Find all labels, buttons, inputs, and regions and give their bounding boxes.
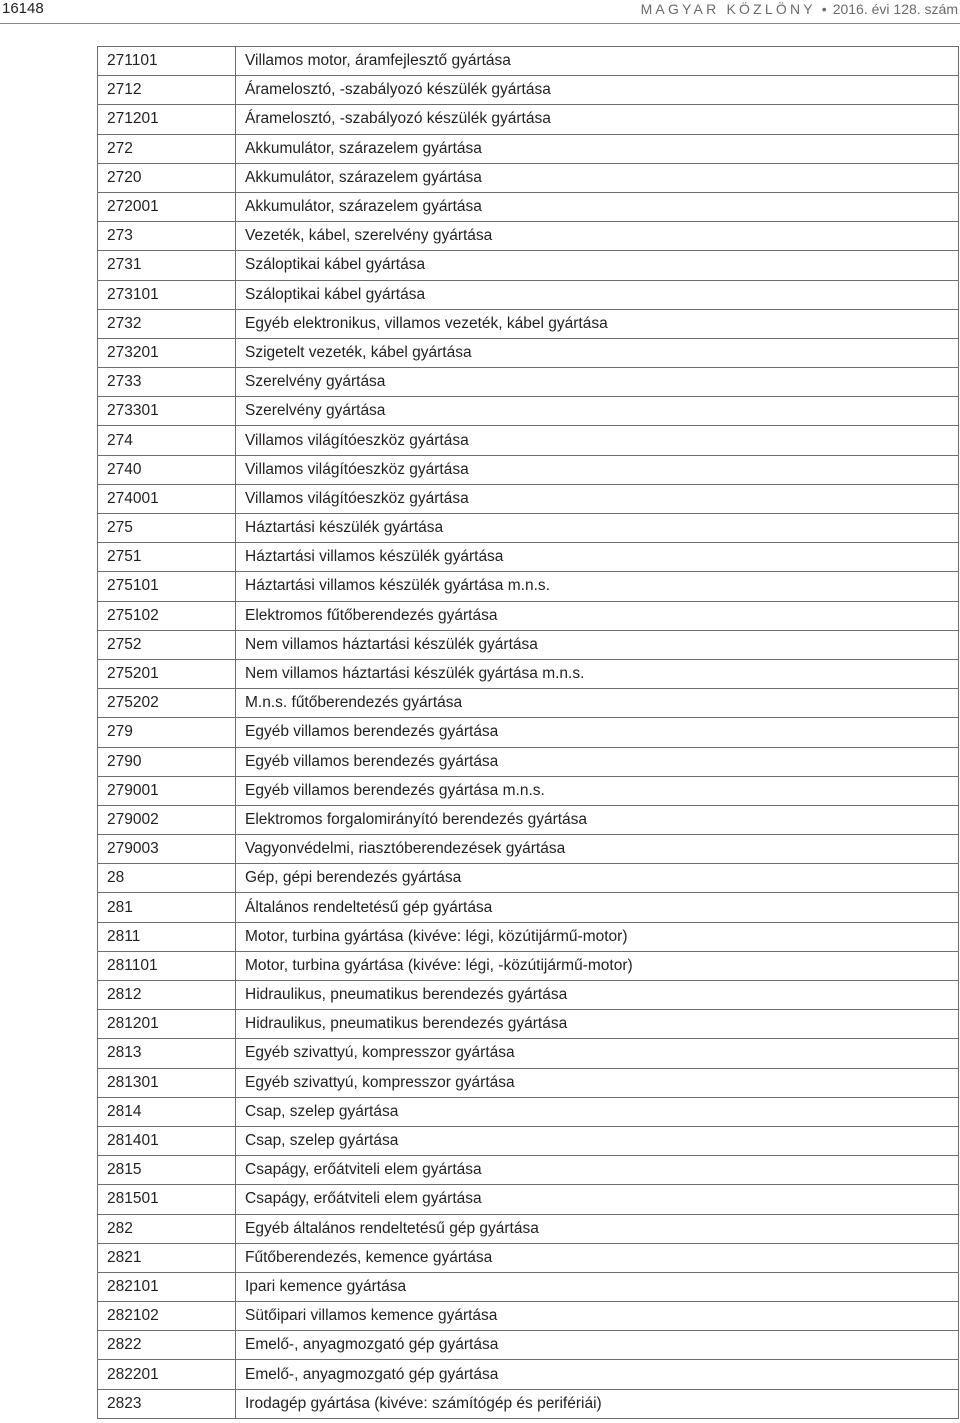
- activity-description: Motor, turbina gyártása (kivéve: légi, közútijármű-motor): [236, 922, 959, 951]
- activity-description: Egyéb elektronikus, villamos vezeték, kábel gyártása: [236, 309, 959, 338]
- table-row: [98, 1360, 959, 1389]
- activity-description: Hidraulikus, pneumatikus berendezés gyártása: [236, 1010, 959, 1039]
- activity-code: 281301: [98, 1068, 236, 1097]
- activity-code: 274001: [98, 484, 236, 513]
- activity-code: 272001: [98, 192, 236, 221]
- activity-description: Akkumulátor, szárazelem gyártása: [236, 192, 959, 221]
- activity-code: 271201: [98, 105, 236, 134]
- table-row: [98, 747, 959, 776]
- activity-description: Csapágy, erőátviteli elem gyártása: [236, 1156, 959, 1185]
- activity-code: 281401: [98, 1126, 236, 1155]
- activity-description: Elektromos forgalomirányító berendezés gyártása: [236, 805, 959, 834]
- activity-code: 275101: [98, 572, 236, 601]
- activity-description: Egyéb szivattyú, kompresszor gyártása: [236, 1039, 959, 1068]
- table-row: [98, 1214, 959, 1243]
- activity-description: Háztartási villamos készülék gyártása: [236, 543, 959, 572]
- activity-description: Szigetelt vezeték, kábel gyártása: [236, 338, 959, 367]
- activity-code: 281101: [98, 951, 236, 980]
- activity-description: Gép, gépi berendezés gyártása: [236, 864, 959, 893]
- activity-code: 274: [98, 426, 236, 455]
- table-row: [98, 659, 959, 688]
- activity-code: 2731: [98, 251, 236, 280]
- table-row: [98, 864, 959, 893]
- table-row: [98, 105, 959, 134]
- activity-code: 275: [98, 514, 236, 543]
- table-body: [98, 47, 959, 1419]
- page-header: [0, 0, 960, 24]
- activity-description: Ipari kemence gyártása: [236, 1272, 959, 1301]
- table-row: [98, 1010, 959, 1039]
- table-row: [98, 222, 959, 251]
- journal-title: [641, 0, 958, 18]
- activity-description: Villamos motor, áramfejlesztő gyártása: [236, 47, 959, 76]
- activity-code: 282: [98, 1214, 236, 1243]
- activity-description: Szerelvény gyártása: [236, 397, 959, 426]
- activity-description: Villamos világítóeszköz gyártása: [236, 455, 959, 484]
- activity-code: 279001: [98, 776, 236, 805]
- table-row: [98, 776, 959, 805]
- issue-label: 2016. évi 128. szám: [832, 1, 958, 17]
- table-row: [98, 1272, 959, 1301]
- table-row: [98, 1097, 959, 1126]
- table-row: [98, 338, 959, 367]
- activity-code: 2814: [98, 1097, 236, 1126]
- table-row: [98, 689, 959, 718]
- activity-code: 273: [98, 222, 236, 251]
- table-row: [98, 309, 959, 338]
- activity-code: 2823: [98, 1389, 236, 1418]
- activity-description: Egyéb szivattyú, kompresszor gyártása: [236, 1068, 959, 1097]
- activity-description: Csap, szelep gyártása: [236, 1126, 959, 1155]
- activity-code: 273101: [98, 280, 236, 309]
- activity-description: Emelő-, anyagmozgató gép gyártása: [236, 1331, 959, 1360]
- activity-description: Emelő-, anyagmozgató gép gyártása: [236, 1360, 959, 1389]
- table-row: [98, 163, 959, 192]
- activity-description: Csap, szelep gyártása: [236, 1097, 959, 1126]
- table-row: [98, 1331, 959, 1360]
- header-rule: [0, 23, 960, 24]
- table-row: [98, 1185, 959, 1214]
- activity-code: 2821: [98, 1243, 236, 1272]
- activity-description: Akkumulátor, szárazelem gyártása: [236, 163, 959, 192]
- activity-code: 281201: [98, 1010, 236, 1039]
- table-row: [98, 922, 959, 951]
- activity-description: Egyéb villamos berendezés gyártása: [236, 747, 959, 776]
- table-row: [98, 455, 959, 484]
- activity-description: Egyéb villamos berendezés gyártása: [236, 718, 959, 747]
- activity-code: 2740: [98, 455, 236, 484]
- table-row: [98, 426, 959, 455]
- activity-description: Egyéb általános rendeltetésű gép gyártása: [236, 1214, 959, 1243]
- activity-description: Villamos világítóeszköz gyártása: [236, 426, 959, 455]
- activity-description: Száloptikai kábel gyártása: [236, 280, 959, 309]
- activity-code: 273201: [98, 338, 236, 367]
- table-row: [98, 1068, 959, 1097]
- activity-code: 2751: [98, 543, 236, 572]
- table-row: [98, 192, 959, 221]
- activity-description: Szerelvény gyártása: [236, 368, 959, 397]
- table-row: [98, 572, 959, 601]
- activity-description: Hidraulikus, pneumatikus berendezés gyártása: [236, 981, 959, 1010]
- table-row: [98, 251, 959, 280]
- activity-code: 2720: [98, 163, 236, 192]
- activity-description: Áramelosztó, -szabályozó készülék gyártása: [236, 76, 959, 105]
- table-row: [98, 1126, 959, 1155]
- table-row: [98, 47, 959, 76]
- activity-code: 2790: [98, 747, 236, 776]
- activity-code: 282101: [98, 1272, 236, 1301]
- activity-description: Egyéb villamos berendezés gyártása m.n.s.: [236, 776, 959, 805]
- table-row: [98, 951, 959, 980]
- table-row: [98, 484, 959, 513]
- table-row: [98, 718, 959, 747]
- table-row: [98, 543, 959, 572]
- activity-description: Sütőipari villamos kemence gyártása: [236, 1302, 959, 1331]
- activity-description: Száloptikai kábel gyártása: [236, 251, 959, 280]
- activity-code: 2733: [98, 368, 236, 397]
- activity-code: 279: [98, 718, 236, 747]
- journal-name: MAGYAR KÖZLÖNY: [640, 1, 816, 17]
- activity-code: 28: [98, 864, 236, 893]
- activity-code: 273301: [98, 397, 236, 426]
- activity-code: 2732: [98, 309, 236, 338]
- activity-description: Elektromos fűtőberendezés gyártása: [236, 601, 959, 630]
- activity-description: Akkumulátor, szárazelem gyártása: [236, 134, 959, 163]
- activity-code: 271101: [98, 47, 236, 76]
- table-row: [98, 805, 959, 834]
- table-row: [98, 630, 959, 659]
- table-row: [98, 981, 959, 1010]
- activity-description: Fűtőberendezés, kemence gyártása: [236, 1243, 959, 1272]
- activity-description: Háztartási villamos készülék gyártása m.n.s.: [236, 572, 959, 601]
- table-row: [98, 1243, 959, 1272]
- activity-code: 282201: [98, 1360, 236, 1389]
- activity-code: 281: [98, 893, 236, 922]
- activity-description: Irodagép gyártása (kivéve: számítógép és perifériái): [236, 1389, 959, 1418]
- activity-code: 2752: [98, 630, 236, 659]
- table-row: [98, 134, 959, 163]
- activity-description: Vagyonvédelmi, riasztóberendezések gyártása: [236, 835, 959, 864]
- activity-code: 2822: [98, 1331, 236, 1360]
- activity-description: M.n.s. fűtőberendezés gyártása: [236, 689, 959, 718]
- activity-description: Csapágy, erőátviteli elem gyártása: [236, 1185, 959, 1214]
- activity-code: 275202: [98, 689, 236, 718]
- activity-description: Motor, turbina gyártása (kivéve: légi, -közútijármű-motor): [236, 951, 959, 980]
- page-number: 16148: [2, 0, 44, 17]
- table-row: [98, 368, 959, 397]
- separator-dot: •: [821, 1, 827, 17]
- activity-description: Nem villamos háztartási készülék gyártása: [236, 630, 959, 659]
- table-row: [98, 601, 959, 630]
- activity-code: 282102: [98, 1302, 236, 1331]
- activity-description: Villamos világítóeszköz gyártása: [236, 484, 959, 513]
- activity-code: 2811: [98, 922, 236, 951]
- activity-code: 275102: [98, 601, 236, 630]
- table-row: [98, 397, 959, 426]
- activity-code: 279002: [98, 805, 236, 834]
- table-row: [98, 1039, 959, 1068]
- table-row: [98, 1389, 959, 1418]
- activity-code: 281501: [98, 1185, 236, 1214]
- table-row: [98, 893, 959, 922]
- activity-description: Háztartási készülék gyártása: [236, 514, 959, 543]
- activity-code: 2815: [98, 1156, 236, 1185]
- table-row: [98, 76, 959, 105]
- activity-code: 275201: [98, 659, 236, 688]
- activity-code: 2712: [98, 76, 236, 105]
- activity-description: Nem villamos háztartási készülék gyártása m.n.s.: [236, 659, 959, 688]
- table-row: [98, 514, 959, 543]
- activity-description: Áramelosztó, -szabályozó készülék gyártása: [236, 105, 959, 134]
- activity-description: Általános rendeltetésű gép gyártása: [236, 893, 959, 922]
- table-row: [98, 1302, 959, 1331]
- table-row: [98, 1156, 959, 1185]
- activity-description: Vezeték, kábel, szerelvény gyártása: [236, 222, 959, 251]
- activity-code: 272: [98, 134, 236, 163]
- table-row: [98, 835, 959, 864]
- activity-code: 2812: [98, 981, 236, 1010]
- activity-code: 2813: [98, 1039, 236, 1068]
- table-row: [98, 280, 959, 309]
- activity-code-table: [97, 46, 959, 1419]
- activity-code: 279003: [98, 835, 236, 864]
